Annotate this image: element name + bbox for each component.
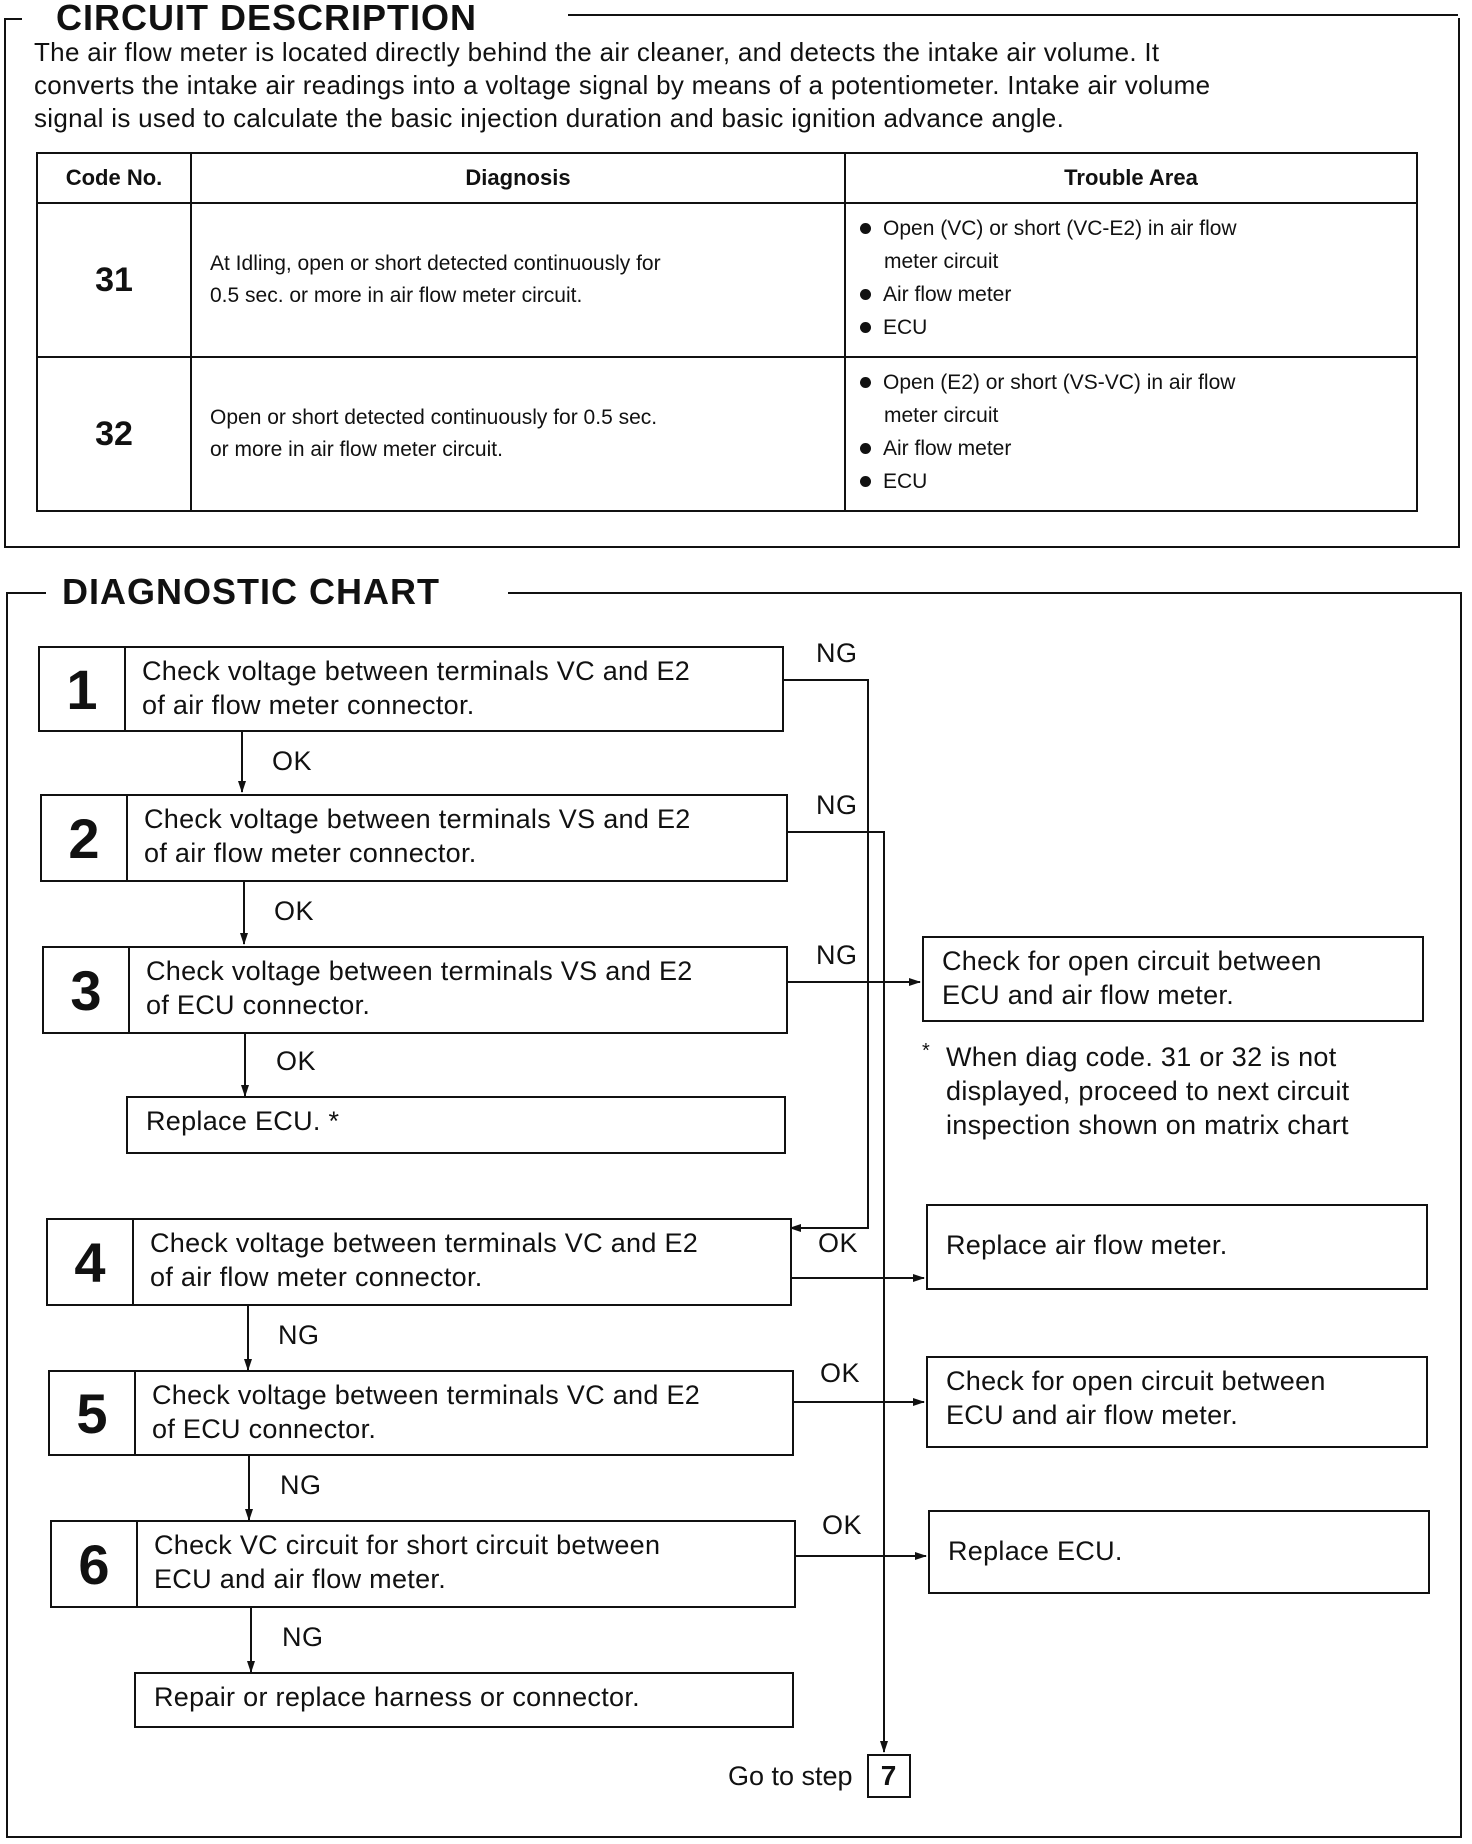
step-number: 2 xyxy=(42,796,128,880)
go-to-step xyxy=(728,1754,911,1798)
label-ng-step4: NG xyxy=(278,1320,320,1350)
label-ok-step4: OK xyxy=(818,1228,859,1258)
description-line: The air flow meter is located directly behind the air cleaner, and detects the intake air volume. It xyxy=(34,37,1160,67)
step-text: Check voltage between terminals VS and E2 of ECU connector. xyxy=(146,956,693,1020)
trouble-area-item: Open (VC) or short (VC-E2) in air flow xyxy=(860,212,1415,245)
step-5-box xyxy=(48,1370,794,1456)
label-ok-step2: OK xyxy=(274,896,315,926)
step-text: Check voltage between terminals VS and E2 of air flow meter connector. xyxy=(144,804,691,868)
header-diagnosis: Diagnosis xyxy=(191,153,845,203)
label-ok-step6: OK xyxy=(822,1510,863,1540)
diagnosis-line: 0.5 sec. or more in air flow meter circuit. xyxy=(210,284,583,307)
label-ng-step1: NG xyxy=(816,638,858,668)
step-1-box xyxy=(38,646,784,732)
open-circuit-box-2: Check for open circuit between ECU and air flow meter. xyxy=(926,1356,1428,1448)
step-text: Check voltage between terminals VC and E2 of ECU connector. xyxy=(152,1380,701,1444)
diagnostic-chart-title: DIAGNOSTIC CHART xyxy=(52,574,450,610)
header-code-no: Code No. xyxy=(37,153,191,203)
trouble-area-continuation: meter circuit xyxy=(884,250,999,273)
replace-ecu-star-box: Replace ECU. * xyxy=(126,1096,786,1154)
diagnosis-line: Open or short detected continuously for 0.5 sec. xyxy=(210,406,658,429)
replace-ecu-box: Replace ECU. xyxy=(928,1510,1430,1594)
trouble-area-item: ECU xyxy=(860,465,1415,498)
label-ng-step5: NG xyxy=(280,1470,322,1500)
description-line: converts the intake air readings into a voltage signal by means of a potentiometer. Intake air volume xyxy=(34,70,1211,100)
trouble-area-continuation: meter circuit xyxy=(884,404,999,427)
repair-harness-box: Repair or replace harness or connector. xyxy=(134,1672,794,1728)
step-number: 1 xyxy=(40,648,126,730)
trouble-area-item: ECU xyxy=(860,311,1415,344)
step-number: 4 xyxy=(48,1220,134,1304)
step-number: 6 xyxy=(52,1522,138,1606)
header-trouble-area: Trouble Area xyxy=(845,153,1417,203)
code-number: 31 xyxy=(37,203,191,357)
diagnosis-line: or more in air flow meter circuit. xyxy=(210,438,503,461)
step-number: 5 xyxy=(50,1372,136,1454)
replace-air-flow-meter-box: Replace air flow meter. xyxy=(926,1204,1428,1290)
step-text: Check voltage between terminals VC and E2 of air flow meter connector. xyxy=(150,1228,699,1292)
label-ok-step5: OK xyxy=(820,1358,861,1388)
step-4-box xyxy=(46,1218,792,1306)
step-2-box xyxy=(40,794,788,882)
label-ok-step3: OK xyxy=(276,1046,317,1076)
step-text: Check voltage between terminals VC and E2 of air flow meter connector. xyxy=(142,656,691,720)
diagnosis-line: At Idling, open or short detected continuously for xyxy=(210,252,661,275)
go-to-step-text: Go to step xyxy=(728,1760,853,1791)
footnote-star: * xyxy=(922,1040,931,1062)
open-circuit-box-1: Check for open circuit between ECU and air flow meter. xyxy=(922,936,1424,1022)
label-ok-step1: OK xyxy=(272,746,313,776)
step-number: 3 xyxy=(44,948,130,1032)
circuit-description-title: CIRCUIT DESCRIPTION xyxy=(46,0,487,36)
trouble-area-item: Open (E2) or short (VS-VC) in air flow xyxy=(860,366,1415,399)
label-ng-step3: NG xyxy=(816,940,858,970)
trouble-area-item: Air flow meter xyxy=(860,278,1415,311)
code-number: 32 xyxy=(37,357,191,511)
step-6-box xyxy=(50,1520,796,1608)
step-3-box xyxy=(42,946,788,1034)
go-to-step-number: 7 xyxy=(867,1754,911,1798)
footnote: * When diag code. 31 or 32 is not displayed, proceed to next circuit inspection shown on matrix chart xyxy=(922,1040,1442,1142)
label-ng-step2: NG xyxy=(816,790,858,820)
step-text: Check VC circuit for short circuit between ECU and air flow meter. xyxy=(154,1530,661,1594)
description-line: signal is used to calculate the basic injection duration and basic ignition advance angle. xyxy=(34,103,1065,133)
trouble-area-item: Air flow meter xyxy=(860,432,1415,465)
label-ng-step6: NG xyxy=(282,1622,324,1652)
